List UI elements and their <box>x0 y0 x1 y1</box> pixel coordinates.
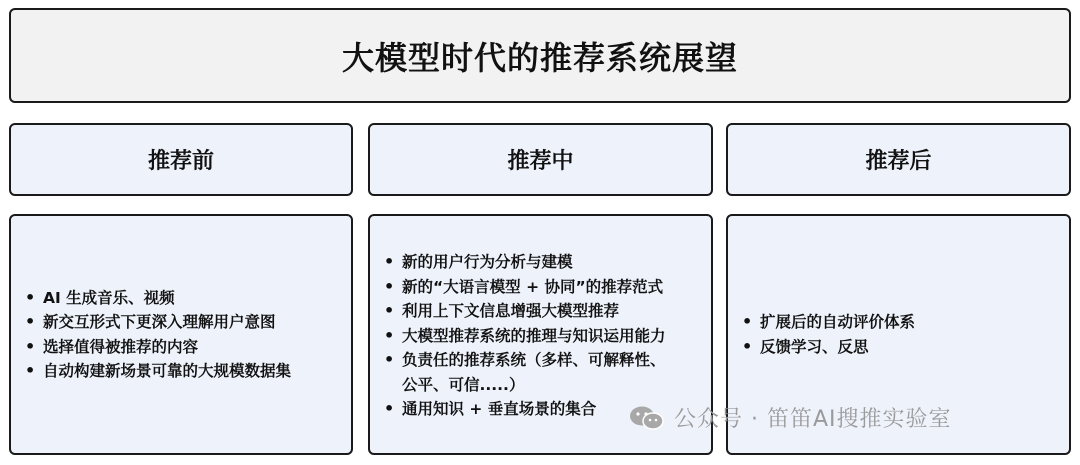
phase-label-before: 推荐前 <box>147 149 214 174</box>
diagram-title: 大模型时代的推荐系统展望 <box>341 38 738 77</box>
bullet-list-during <box>370 216 666 422</box>
list-item: • 自动构建新场景可靠的大规模数据集 <box>23 359 291 384</box>
wechat-icon <box>628 405 666 431</box>
list-item: • 利用上下文信息增强大模型推荐 <box>382 299 666 324</box>
list-item: • 反馈学习、反思 <box>740 335 915 360</box>
list-item: • 扩展后的自动评价体系 <box>740 310 915 335</box>
panel-before <box>9 214 353 455</box>
bullet-list-before <box>11 286 291 384</box>
phase-box-after <box>726 123 1071 196</box>
list-item-continuation: 公平、可信.....） <box>402 375 525 394</box>
phase-label-during: 推荐中 <box>507 149 574 174</box>
list-item: • 新的用户行为分析与建模 <box>382 250 666 275</box>
phase-box-during <box>368 123 713 196</box>
list-item: • 新的“大语言模型 + 协同”的推荐范式 <box>382 275 666 300</box>
watermark <box>628 402 952 433</box>
list-item: • 新交互形式下更深入理解用户意图 <box>23 310 291 335</box>
list-item: • 通用知识 + 垂直场景的集合 <box>382 397 666 422</box>
list-item: • 选择值得被推荐的内容 <box>23 335 291 360</box>
title-box <box>9 8 1071 103</box>
list-item: • 大模型推荐系统的推理与知识运用能力 <box>382 324 666 349</box>
bullet-list-after <box>728 310 915 359</box>
list-item: • AI 生成音乐、视频 <box>23 286 291 311</box>
watermark-text: 公众号 · 笛笛AI搜推实验室 <box>674 407 952 432</box>
phase-box-before <box>9 123 353 196</box>
phase-label-after: 推荐后 <box>865 149 932 174</box>
list-item: • 负责任的推荐系统（多样、可解释性、 <box>382 348 666 373</box>
